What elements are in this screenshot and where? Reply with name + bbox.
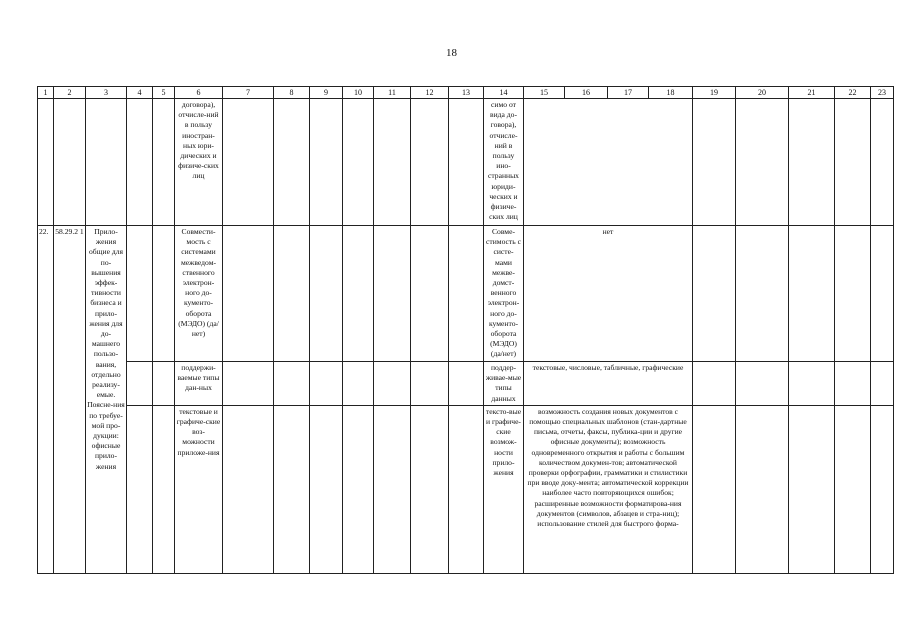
page-number: 18	[446, 47, 457, 59]
column-header: 14	[484, 87, 524, 99]
characteristic-name: тексто-вые и графиче-ские возмож-ности прило-жения	[484, 405, 524, 573]
column-header: 17	[608, 87, 649, 99]
column-header: 1	[38, 87, 54, 99]
column-header: 3	[86, 87, 127, 99]
column-header: 4	[127, 87, 153, 99]
characteristic-name: Совмести-мость с системами межведом-ственного электрон-ного до-кументо-оборота (МЭДО) (да/нет)	[175, 226, 223, 362]
table-row	[38, 362, 894, 406]
row-number: 22.	[38, 226, 54, 574]
column-header: 18	[649, 87, 693, 99]
column-header: 7	[223, 87, 274, 99]
column-header: 9	[310, 87, 343, 99]
column-header: 6	[175, 87, 223, 99]
column-header: 19	[693, 87, 736, 99]
table-row	[38, 226, 894, 362]
characteristic-name: текстовые и графиче-ские воз-можности приложе-ния	[175, 405, 223, 573]
characteristic-name: симо от вида до-говора), отчисле-ний в пользу ино-странных юриди-ческих и физиче-ских лиц	[484, 99, 524, 226]
column-header: 8	[274, 87, 310, 99]
column-header: 11	[374, 87, 411, 99]
column-header: 15	[524, 87, 565, 99]
product-name: Прило-жения общие для по-вышения эффек-тивности бизнеса и прило-жения для до-машнего пользо-вания, отдельно реализу-емые. Поясне-ния по требуе-мой про-дукции: офисные прило-жения	[86, 226, 127, 574]
table-row	[38, 405, 894, 573]
column-header: 2	[54, 87, 86, 99]
characteristic-name: поддер-живае-мые типы данных	[484, 362, 524, 406]
column-number-header	[38, 87, 894, 99]
column-header: 22	[835, 87, 871, 99]
column-header: 16	[565, 87, 608, 99]
okpd-code: 58.29.2 1	[54, 226, 86, 574]
column-header: 20	[736, 87, 789, 99]
characteristic-name: Совме-стимость с систе-мами межве-домст-венного электрон-ного до-кументо-оборота (МЭДО) (да/нет)	[484, 226, 524, 362]
characteristic-value: текстовые, числовые, табличные, графические	[524, 362, 693, 406]
column-header: 12	[411, 87, 449, 99]
column-header: 13	[449, 87, 484, 99]
characteristic-name: поддержи-ваемые типы дан-ных	[175, 362, 223, 406]
column-header: 21	[789, 87, 835, 99]
table-row-continued	[38, 99, 894, 226]
column-header: 23	[871, 87, 894, 99]
column-header: 10	[343, 87, 374, 99]
column-header: 5	[153, 87, 175, 99]
characteristic-value: нет	[524, 226, 693, 362]
specification-table	[37, 86, 894, 574]
characteristic-value: возможность создания новых документов с помощью специальных шаблонов (стан-дартные письма, отчеты, факсы, публика-ции и другие офисные документы); возможность одновременного открытия и работы с большим количеством докумен-тов; автоматической проверки орфографии, грамматики и стилистики при вводе доку-мента; автоматической коррекции наиболее часто повторяющихся ошибок; расширенные возможности форматирова-ния документов (символов, абзацев и стра-ниц); использование стилей для быстрого форма-	[524, 405, 693, 573]
characteristic-name: договора), отчисле-ний в пользу иностран-ных юри-дических и физиче-ских лиц	[175, 99, 223, 226]
